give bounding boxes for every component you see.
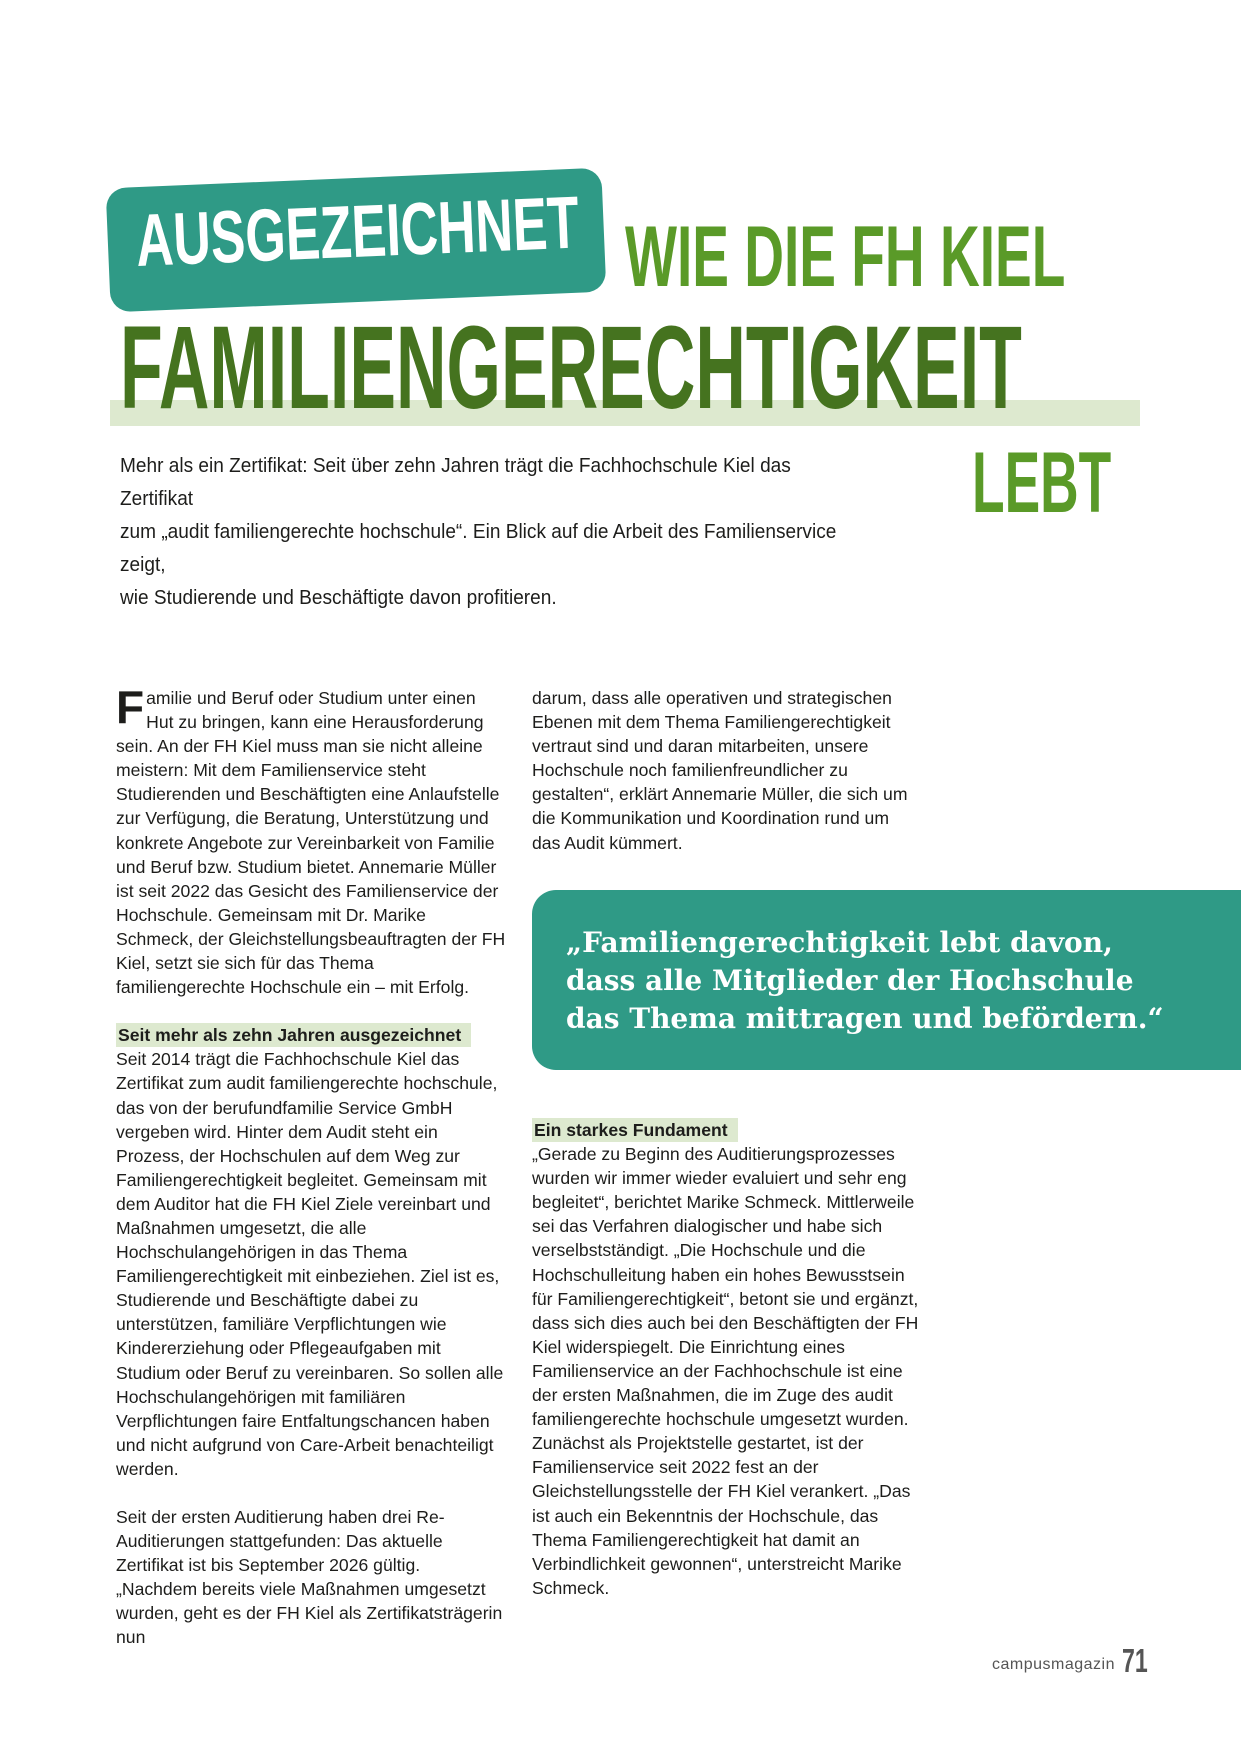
paragraph [116, 681, 506, 999]
paragraph: Seit der ersten Auditierung haben drei Re-Auditierungen stattgefunden: Das aktuelle Zertifikat ist bis September 2026 gültig. „Nachdem bereits viele Maßnahmen umgesetzt wurden, geht es der FH Kiel als Zertifikatsträgerin nun [116, 1507, 503, 1648]
subheading: Ein starkes Fundament [532, 1118, 738, 1142]
paragraph: „Gerade zu Beginn des Auditierungsprozesses wurden wir immer wieder evaluiert und sehr eng begleitet“, berichtet Marike Schmeck. Mittlerweile sei das Verfahren dialogischer und habe sich verselbstständigt. „Die Hochschule und die Hochschulleitung haben ein hohes Bewusstsein für Familiengerechtigkeit“, betont sie und ergänzt, dass sich dies auch bei den Beschäftigten der FH Kiel widerspiegelt. Die Einrichtung eines Familienservice an der Fachhochschule ist eine der ersten Maßnahmen, die im Zuge des audit familiengerechte hochschule umgesetzt wurden. Zunächst als Projektstelle gestartet, ist der Familienservice seit 2022 fest an der Gleichstellungsstelle der FH Kiel verankert. „Das ist auch ein Bekenntnis der Hochschule, das Thema Familiengerechtigkeit hat damit an Verbindlichkeit gewonnen“, unterstreicht Marike Schmeck. [532, 1144, 919, 1598]
article-column-2 [532, 686, 922, 855]
drop-cap: F [116, 681, 145, 733]
headline-tag: AUSGEZEICHNET [134, 180, 581, 282]
intro-text [120, 449, 845, 614]
subheading: Seit mehr als zehn Jahren ausgezeichnet [116, 1023, 471, 1047]
headline-line-3: LEBT [972, 435, 1112, 531]
intro-line: Mehr als ein Zertifikat: Seit über zehn Jahren trägt die Fachhochschule Kiel das Zertifikat [120, 454, 791, 510]
article-column-1 [116, 681, 506, 1650]
intro-line: wie Studierende und Beschäftigte davon profitieren. [120, 586, 557, 609]
page-number: 71 [1122, 1642, 1148, 1679]
magazine-name: campusmagazin [992, 1656, 1115, 1673]
paragraph: darum, dass alle operativen und strategischen Ebenen mit dem Thema Familiengerechtigkeit vertraut sind und daran mitarbeiten, unsere Hochschule noch familienfreundlicher zu gestalten“, erklärt Annemarie Müller, die sich um die Kommunikation und Koordination rund um das Audit kümmert. [532, 688, 908, 853]
article-column-3 [532, 1118, 922, 1600]
intro-line: zum „audit familiengerechte hochschule“. Ein Blick auf die Arbeit des Familienservice zeigt, [120, 520, 837, 576]
paragraph: Seit 2014 trägt die Fachhochschule Kiel das Zertifikat zum audit familiengerechte hochschule, das von der berufundfamilie Service GmbH vergeben wird. Hinter dem Audit steht ein Prozess, der Hochschulen auf dem Weg zur Familiengerechtigkeit begleitet. Gemeinsam mit dem Auditor hat die FH Kiel Ziele vereinbart und Maßnahmen umgesetzt, die alle Hochschulangehörigen in das Thema Familiengerechtigkeit mit einbeziehen. Ziel ist es, Studierende und Beschäftigte dabei zu unterstützen, familiäre Verpflichtungen wie Kindererziehung oder Pflegeaufgaben mit Studium oder Beruf zu vereinbaren. So sollen alle Hochschulangehörigen mit familiären Verpflichtungen faire Entfaltungschancen haben und nicht aufgrund von Care-Arbeit benachteiligt werden. [116, 1049, 504, 1479]
paragraph-text: amilie und Beruf oder Studium unter einen Hut zu bringen, kann eine Herausforderung sein. An der FH Kiel muss man sie nicht alleine meistern: Mit dem Familienservice steht Studierenden und Beschäftigten eine Anlaufstelle zur Verfügung, die Beratung, Unterstützung und konkrete Angebote zur Vereinbarkeit von Familie und Beruf bzw. Studium bietet. Annemarie Müller ist seit 2022 das Gesicht des Familienservice der Hochschule. Gemeinsam mit Dr. Marike Schmeck, der Gleichstellungsbeauftragten der FH Kiel, setzt sie sich für das Thema familiengerechte Hochschule ein – mit Erfolg. [116, 688, 506, 998]
headline-line-1: WIE DIE FH KIEL [625, 209, 1066, 305]
headline-line-2: FAMILIENGERECHTIGKEIT [120, 302, 1022, 434]
pull-quote: „Familiengerechtigkeit lebt davon, dass alle Mitglieder der Hochschule das Thema mittragen und befördern.“ [566, 926, 1164, 1035]
